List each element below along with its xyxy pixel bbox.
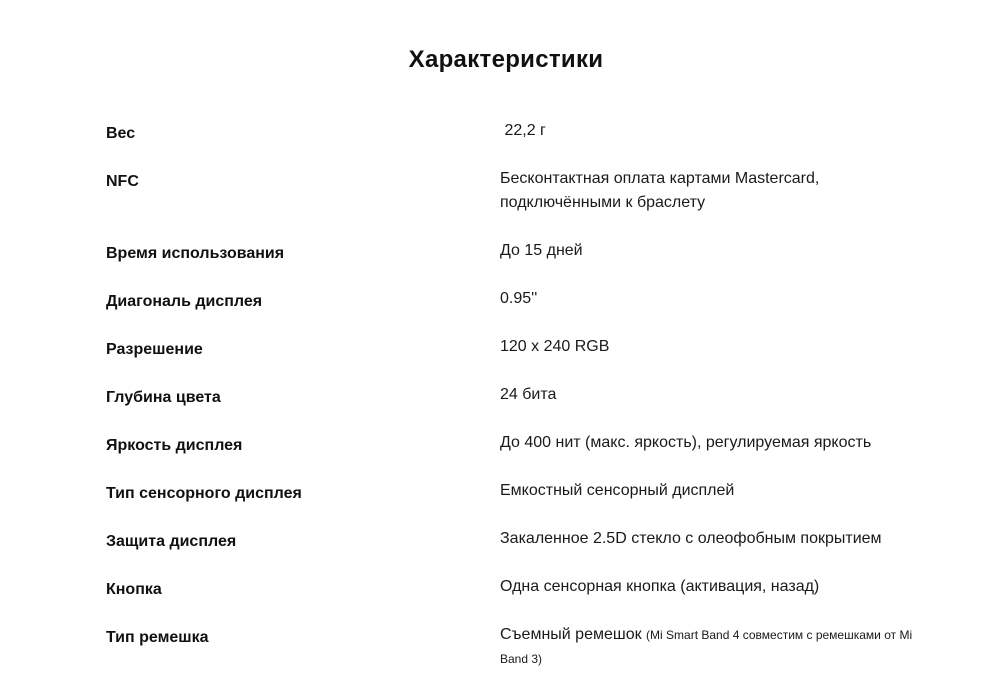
spec-value-note: (Mi Smart Band 4 совместим с ремешками от Mi Band 3) [500,628,913,666]
spec-label: Диагональ дисплея [106,293,263,310]
spec-value: 22,2 г [500,122,546,139]
spec-label: Тип сенсорного дисплея [106,485,302,502]
spec-value: 24 бита [500,386,557,403]
spec-label: Глубина цвета [106,389,221,406]
spec-label: Разрешение [106,341,203,358]
spec-value: Бесконтактная оплата картами Mastercard, подключёнными к браслету [500,170,820,211]
spec-label: Тип ремешка [106,629,209,646]
spec-label: Яркость дисплея [106,437,243,454]
spec-value: Съемный ремешок [500,626,647,643]
spec-label: Защита дисплея [106,533,237,550]
spec-value: 120 x 240 RGB [500,338,610,355]
spec-value: Емкостный сенсорный дисплей [500,482,735,499]
page-title: Характеристики [408,46,604,73]
spec-value: 0.95'' [500,290,538,307]
spec-value: Одна сенсорная кнопка (активация, назад) [500,578,820,595]
spec-label: Время использования [106,245,285,262]
spec-label: NFC [106,173,139,190]
spec-value: До 15 дней [500,242,583,259]
spec-label: Вес [106,125,136,142]
spec-value: До 400 нит (макс. яркость), регулируемая яркость [500,434,872,451]
spec-value-group [500,623,940,671]
spec-value: Закаленное 2.5D стекло с олеофобным покрытием [500,530,882,547]
spec-label: Кнопка [106,581,162,598]
